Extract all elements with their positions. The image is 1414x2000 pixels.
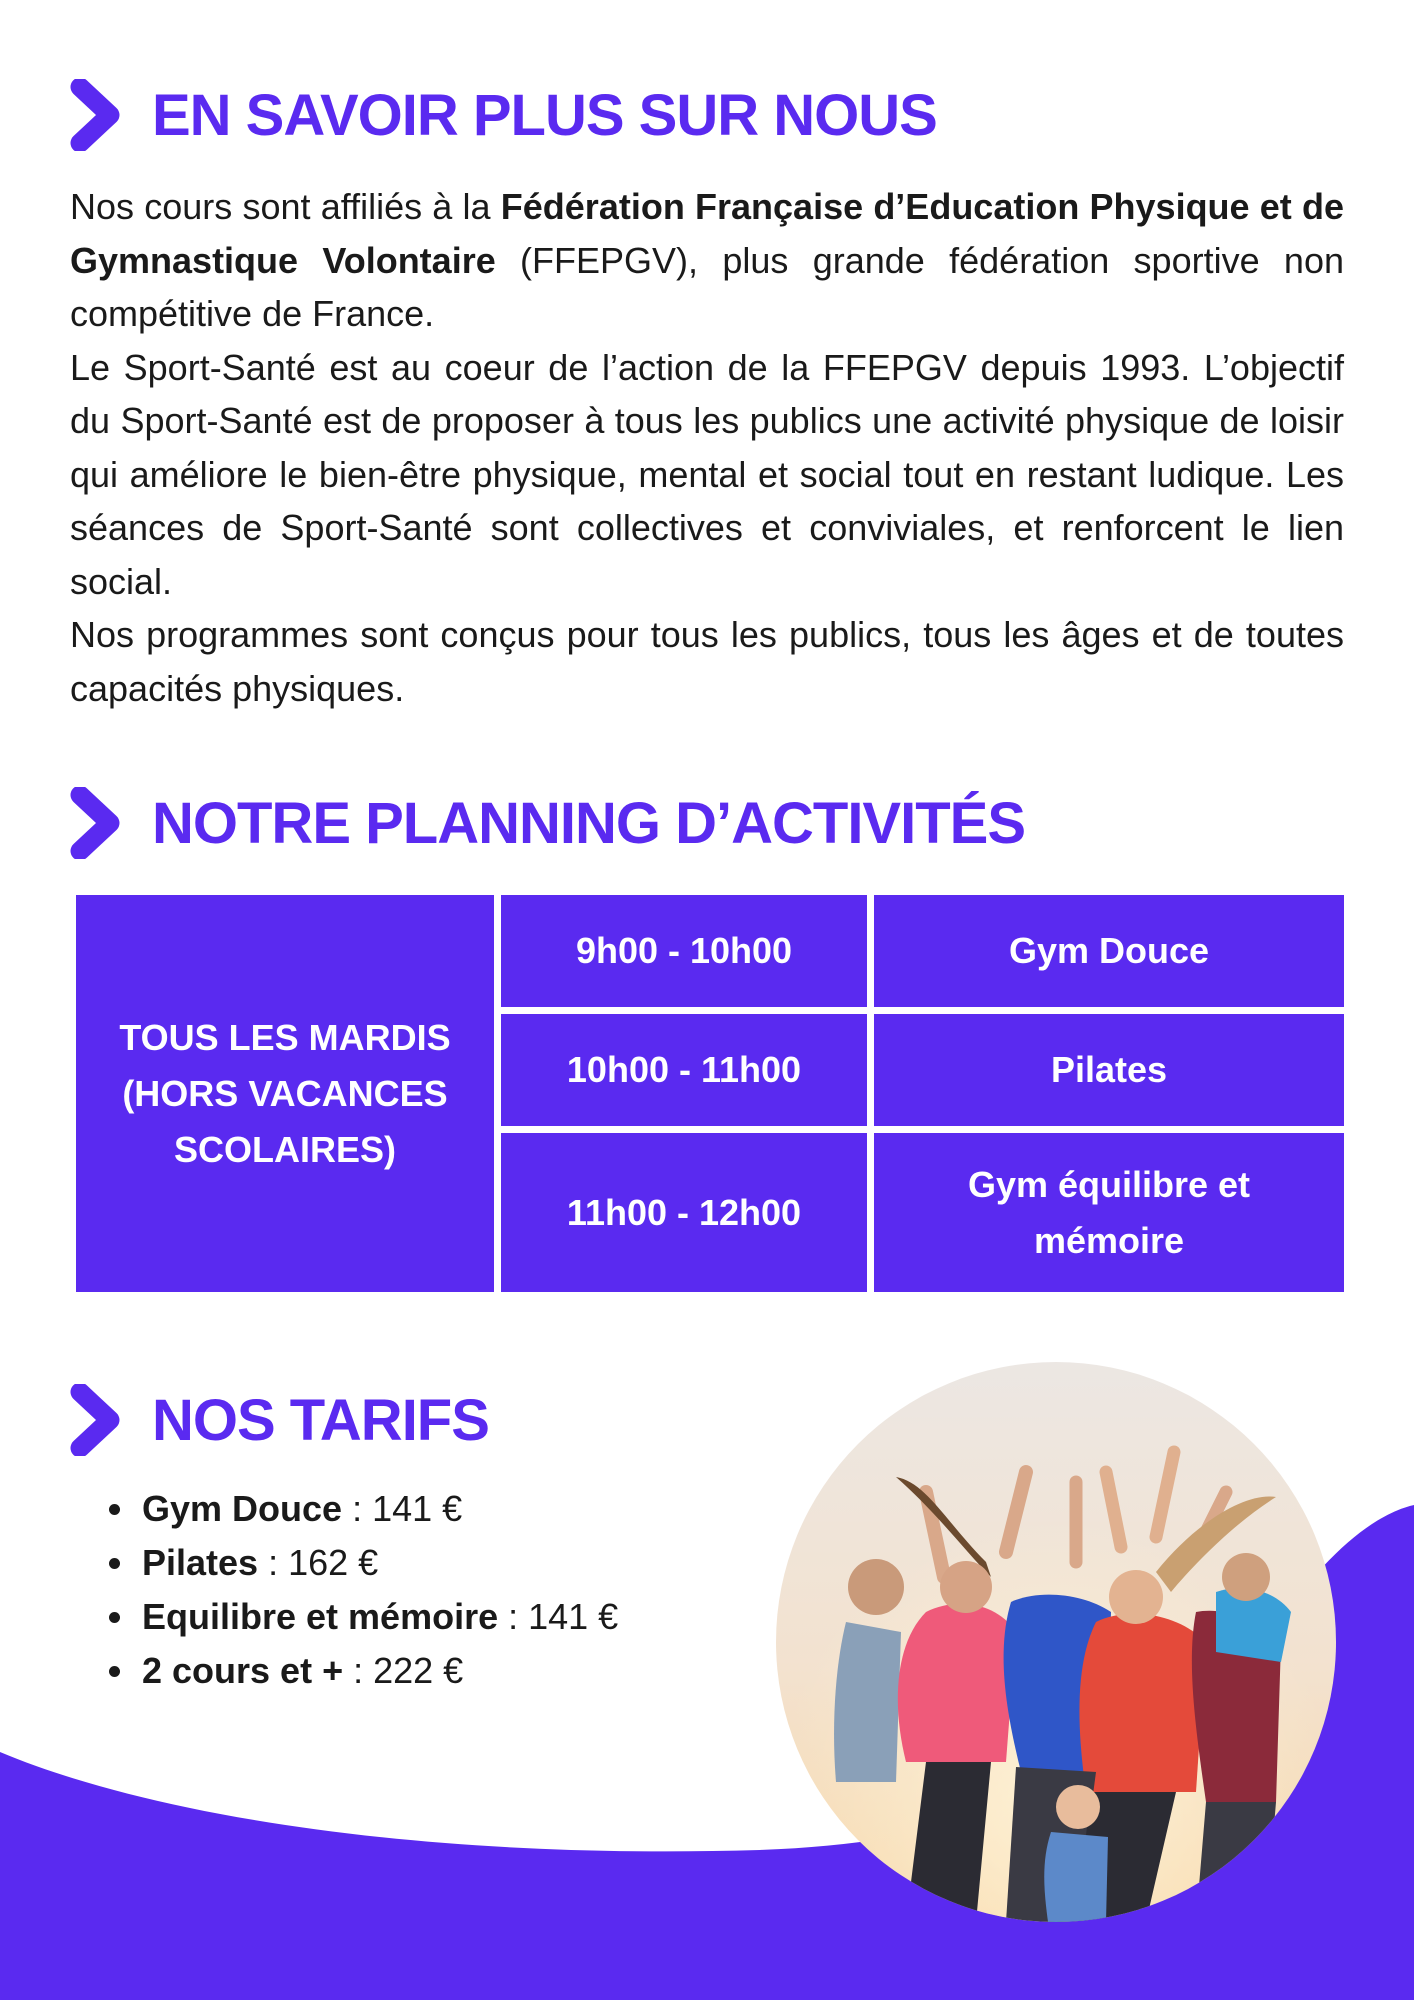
chevron-right-icon [70, 787, 122, 859]
tarif-name: Pilates [142, 1542, 259, 1583]
federation-name: Fédération Française d’Education Physique et de Gymnastique Volontaire [70, 186, 1345, 281]
tarif-name: Equilibre et mémoire [142, 1596, 499, 1637]
tarif-price: : 141 € [498, 1596, 619, 1637]
section-title: EN SAVOIR PLUS SUR NOUS [152, 82, 937, 148]
tarif-item [138, 1482, 618, 1536]
planning-time-cell: 9h00 - 10h00 [501, 895, 867, 1007]
planning-day-cell [76, 895, 494, 1292]
planning-day-line: SCOLAIRES) [173, 1128, 396, 1170]
group-photo [776, 1362, 1336, 1922]
tarif-price: : 141 € [342, 1488, 463, 1529]
planning-day-line: TOUS LES MARDIS [119, 1016, 451, 1058]
tarif-name: Gym Douce [142, 1488, 343, 1529]
planning-activity-cell: Gym Douce [874, 895, 1344, 1007]
section-title: NOS TARIFS [152, 1387, 489, 1453]
intro-paragraph-3: Nos programmes sont conçus pour tous les publics, tous les âges et de toutes capacités physiques. [70, 614, 1344, 709]
section-title: NOTRE PLANNING D’ACTIVITÉS [152, 790, 1026, 856]
chevron-right-icon [70, 1384, 122, 1456]
planning-activity-line: Gym équilibre et [967, 1163, 1251, 1205]
section-header-planning [70, 787, 1025, 859]
tarif-price: : 162 € [258, 1542, 379, 1583]
chevron-right-icon [70, 79, 122, 151]
planning-time-cell: 11h00 - 12h00 [501, 1133, 867, 1292]
intro-paragraph-1 [70, 180, 1344, 341]
planning-activity-line: mémoire [1033, 1219, 1185, 1261]
planning-activity-cell: Pilates [874, 1014, 1344, 1126]
intro-text-span: Nos cours sont affiliés à la [70, 186, 501, 227]
intro-paragraph-2: Le Sport-Santé est au coeur de l’action de la FFEPGV depuis 1993. L’objectif du Sport-Santé est de proposer à tous les publics une activité physique de loisir qui améliore le bien-être physique, mental et social tout en restant ludique. Les séances de Sport-Santé sont collectives et conviviales, et renforcent le lien social. [70, 346, 1344, 602]
group-photo-illustration [776, 1362, 1336, 1922]
intro-text-span: (FFEPGV), plus grande fédération sportive non compétitive de France. [70, 239, 1344, 334]
tarif-name: 2 cours et + [142, 1650, 344, 1691]
section-header-tarifs [70, 1384, 489, 1456]
tarif-item [138, 1536, 618, 1590]
tarif-price: : 222 € [343, 1650, 464, 1691]
tarif-item [138, 1590, 618, 1644]
tarif-item [138, 1644, 618, 1698]
planning-time-cell: 10h00 - 11h00 [501, 1014, 867, 1126]
tarifs-list [104, 1482, 618, 1698]
planning-activity-cell [874, 1133, 1344, 1292]
intro-text [70, 180, 1344, 715]
planning-day-line: (HORS VACANCES [122, 1072, 448, 1114]
section-header-about [70, 79, 937, 151]
